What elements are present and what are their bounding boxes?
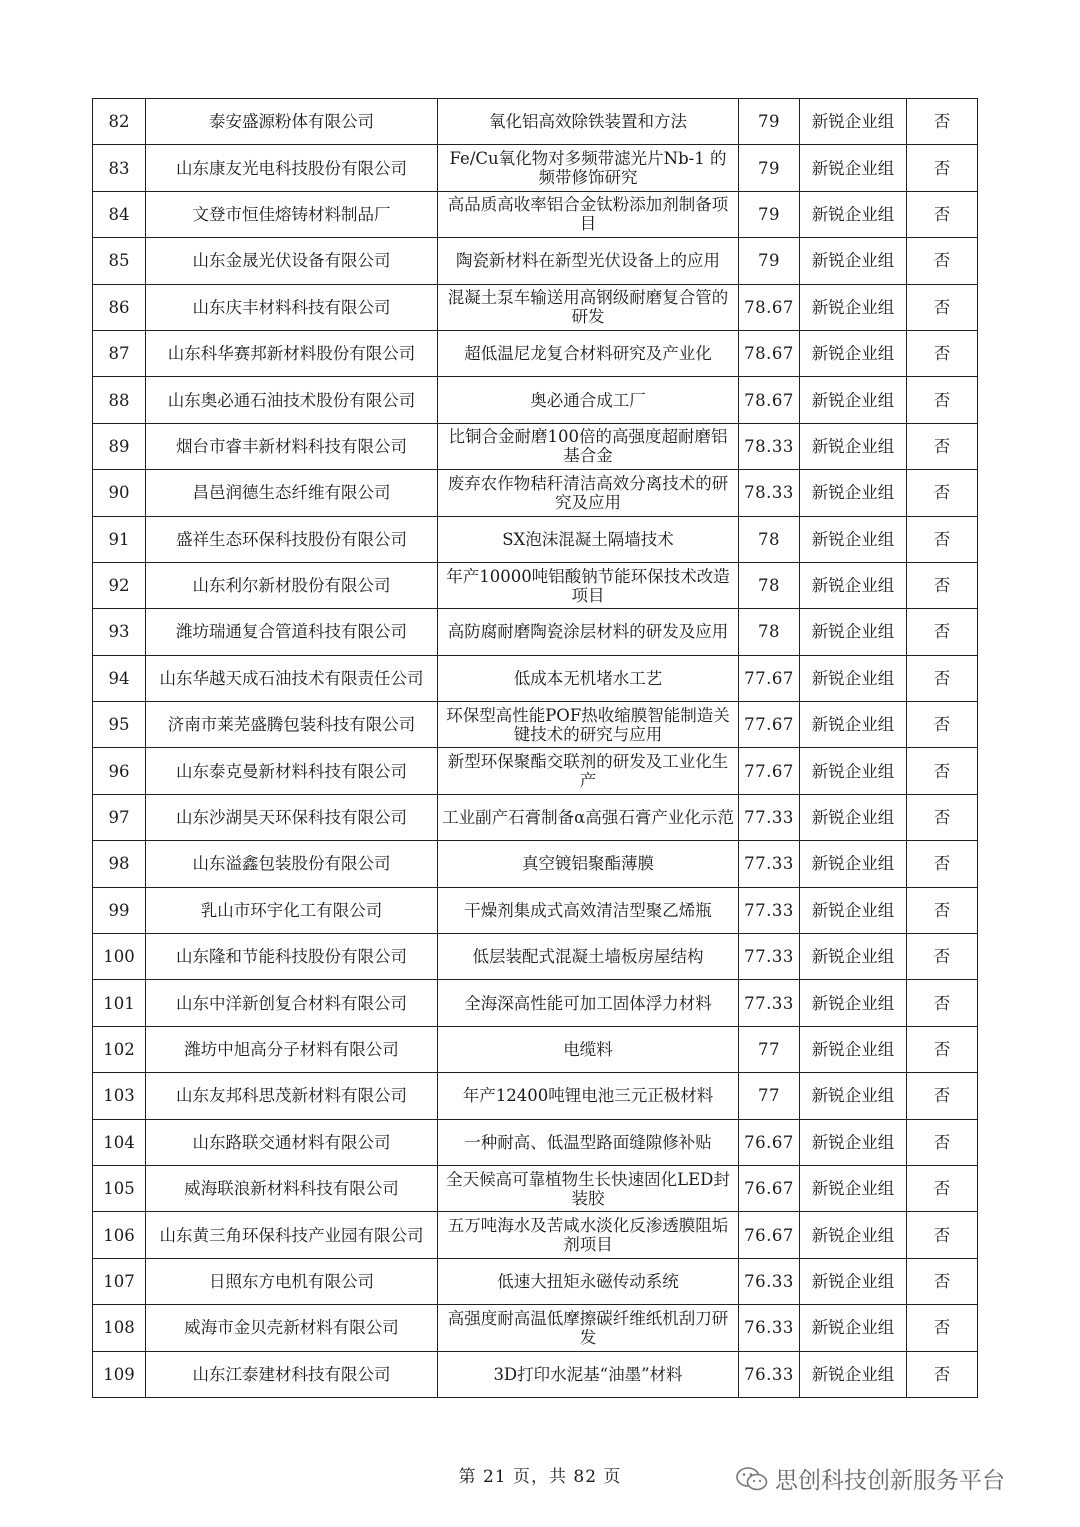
row-number: 106 [93, 1212, 146, 1258]
score: 79 [739, 238, 800, 284]
company-name: 山东溢鑫包装股份有限公司 [146, 841, 438, 887]
project-name: 一种耐高、低温型路面缝隙修补贴 [438, 1119, 739, 1165]
flag-value: 否 [907, 887, 978, 933]
group-name: 新锐企业组 [800, 377, 907, 423]
table-row [93, 794, 978, 840]
project-name: 新型环保聚酯交联剂的研发及工业化生产 [438, 748, 739, 794]
flag-value: 否 [907, 702, 978, 748]
table-row [93, 284, 978, 330]
score: 77.33 [739, 887, 800, 933]
company-name: 济南市莱芜盛腾包装科技有限公司 [146, 702, 438, 748]
group-name: 新锐企业组 [800, 562, 907, 608]
flag-value: 否 [907, 1026, 978, 1072]
table-row [93, 562, 978, 608]
company-name: 乳山市环宇化工有限公司 [146, 887, 438, 933]
group-name: 新锐企业组 [800, 794, 907, 840]
group-name: 新锐企业组 [800, 284, 907, 330]
score: 78.67 [739, 330, 800, 376]
project-name: 环保型高性能POF热收缩膜智能制造关键技术的研究与应用 [438, 702, 739, 748]
flag-value: 否 [907, 934, 978, 980]
score: 78.33 [739, 423, 800, 469]
company-name: 烟台市睿丰新材料科技有限公司 [146, 423, 438, 469]
project-name: 电缆料 [438, 1026, 739, 1072]
results-table [92, 98, 978, 1398]
flag-value: 否 [907, 1212, 978, 1258]
row-number: 89 [93, 423, 146, 469]
group-name: 新锐企业组 [800, 238, 907, 284]
project-name: 高品质高收率铝合金钛粉添加剂制备项目 [438, 191, 739, 237]
row-number: 98 [93, 841, 146, 887]
row-number: 107 [93, 1258, 146, 1304]
table-row [93, 1351, 978, 1397]
flag-value: 否 [907, 1073, 978, 1119]
table-row [93, 1073, 978, 1119]
flag-value: 否 [907, 99, 978, 145]
project-name: 年产12400吨锂电池三元正极材料 [438, 1073, 739, 1119]
score: 76.67 [739, 1165, 800, 1211]
group-name: 新锐企业组 [800, 934, 907, 980]
group-name: 新锐企业组 [800, 145, 907, 191]
page-number: 第 21 页，共 82 页 [458, 1467, 622, 1487]
company-name: 潍坊中旭高分子材料有限公司 [146, 1026, 438, 1072]
project-name: 低层装配式混凝土墙板房屋结构 [438, 934, 739, 980]
score: 77.33 [739, 794, 800, 840]
score: 77.67 [739, 702, 800, 748]
score: 77 [739, 1073, 800, 1119]
table-row [93, 145, 978, 191]
company-name: 山东江泰建材科技有限公司 [146, 1351, 438, 1397]
row-number: 109 [93, 1351, 146, 1397]
flag-value: 否 [907, 1258, 978, 1304]
flag-value: 否 [907, 516, 978, 562]
project-name: 工业副产石膏制备α高强石膏产业化示范 [438, 794, 739, 840]
project-name: 高强度耐高温低摩擦碳纤维纸机刮刀研发 [438, 1305, 739, 1351]
table-row [93, 330, 978, 376]
company-name: 山东康友光电科技股份有限公司 [146, 145, 438, 191]
table-row [93, 655, 978, 701]
row-number: 104 [93, 1119, 146, 1165]
row-number: 90 [93, 470, 146, 516]
flag-value: 否 [907, 145, 978, 191]
company-name: 昌邑润德生态纤维有限公司 [146, 470, 438, 516]
project-name: 奥必通合成工厂 [438, 377, 739, 423]
company-name: 潍坊瑞通复合管道科技有限公司 [146, 609, 438, 655]
row-number: 99 [93, 887, 146, 933]
table-row [93, 377, 978, 423]
score: 78 [739, 562, 800, 608]
project-name: SX泡沫混凝土隔墙技术 [438, 516, 739, 562]
group-name: 新锐企业组 [800, 1119, 907, 1165]
company-name: 山东沙湖昊天环保科技有限公司 [146, 794, 438, 840]
row-number: 92 [93, 562, 146, 608]
flag-value: 否 [907, 655, 978, 701]
company-name: 山东利尔新材股份有限公司 [146, 562, 438, 608]
group-name: 新锐企业组 [800, 516, 907, 562]
row-number: 87 [93, 330, 146, 376]
project-name: 真空镀铝聚酯薄膜 [438, 841, 739, 887]
row-number: 86 [93, 284, 146, 330]
flag-value: 否 [907, 330, 978, 376]
project-name: 全海深高性能可加工固体浮力材料 [438, 980, 739, 1026]
row-number: 101 [93, 980, 146, 1026]
group-name: 新锐企业组 [800, 609, 907, 655]
table-row [93, 1165, 978, 1211]
project-name: 低成本无机堵水工艺 [438, 655, 739, 701]
flag-value: 否 [907, 1165, 978, 1211]
project-name: 混凝土泵车输送用高钢级耐磨复合管的研发 [438, 284, 739, 330]
project-name: 比铜合金耐磨100倍的高强度超耐磨铝基合金 [438, 423, 739, 469]
group-name: 新锐企业组 [800, 702, 907, 748]
row-number: 96 [93, 748, 146, 794]
table-row [93, 702, 978, 748]
company-name: 山东友邦科思茂新材料有限公司 [146, 1073, 438, 1119]
score: 79 [739, 191, 800, 237]
flag-value: 否 [907, 1351, 978, 1397]
company-name: 山东科华赛邦新材料股份有限公司 [146, 330, 438, 376]
group-name: 新锐企业组 [800, 1165, 907, 1211]
flag-value: 否 [907, 1119, 978, 1165]
flag-value: 否 [907, 609, 978, 655]
group-name: 新锐企业组 [800, 887, 907, 933]
score: 77.67 [739, 655, 800, 701]
group-name: 新锐企业组 [800, 330, 907, 376]
table-row [93, 841, 978, 887]
table-row [93, 609, 978, 655]
company-name: 威海联浪新材料科技有限公司 [146, 1165, 438, 1211]
table-row [93, 1026, 978, 1072]
row-number: 88 [93, 377, 146, 423]
table-row [93, 1212, 978, 1258]
flag-value: 否 [907, 1305, 978, 1351]
row-number: 93 [93, 609, 146, 655]
group-name: 新锐企业组 [800, 655, 907, 701]
score: 76.67 [739, 1212, 800, 1258]
flag-value: 否 [907, 562, 978, 608]
flag-value: 否 [907, 794, 978, 840]
row-number: 83 [93, 145, 146, 191]
group-name: 新锐企业组 [800, 423, 907, 469]
project-name: 全天候高可靠植物生长快速固化LED封装胶 [438, 1165, 739, 1211]
table-row [93, 1258, 978, 1304]
results-table-body [93, 99, 978, 1398]
table-row [93, 516, 978, 562]
flag-value: 否 [907, 748, 978, 794]
company-name: 盛祥生态环保科技股份有限公司 [146, 516, 438, 562]
row-number: 103 [93, 1073, 146, 1119]
score: 78.67 [739, 284, 800, 330]
watermark-text: 思创科技创新服务平台 [775, 1468, 1005, 1494]
row-number: 97 [93, 794, 146, 840]
wechat-icon [735, 1466, 769, 1492]
watermark [735, 1462, 1005, 1495]
company-name: 山东路联交通材料有限公司 [146, 1119, 438, 1165]
group-name: 新锐企业组 [800, 99, 907, 145]
row-number: 85 [93, 238, 146, 284]
group-name: 新锐企业组 [800, 470, 907, 516]
table-row [93, 238, 978, 284]
table-row [93, 470, 978, 516]
table-row [93, 423, 978, 469]
group-name: 新锐企业组 [800, 1026, 907, 1072]
project-name: 废弃农作物秸秆清洁高效分离技术的研究及应用 [438, 470, 739, 516]
group-name: 新锐企业组 [800, 1351, 907, 1397]
score: 78.67 [739, 377, 800, 423]
company-name: 威海市金贝壳新材料有限公司 [146, 1305, 438, 1351]
company-name: 山东泰克曼新材料科技有限公司 [146, 748, 438, 794]
score: 77.67 [739, 748, 800, 794]
score: 76.67 [739, 1119, 800, 1165]
score: 76.33 [739, 1305, 800, 1351]
flag-value: 否 [907, 191, 978, 237]
company-name: 日照东方电机有限公司 [146, 1258, 438, 1304]
company-name: 山东金晟光伏设备有限公司 [146, 238, 438, 284]
flag-value: 否 [907, 980, 978, 1026]
company-name: 山东奥必通石油技术股份有限公司 [146, 377, 438, 423]
score: 78 [739, 609, 800, 655]
score: 76.33 [739, 1351, 800, 1397]
project-name: 3D打印水泥基“油墨”材料 [438, 1351, 739, 1397]
table-row [93, 191, 978, 237]
score: 77 [739, 1026, 800, 1072]
table-row [93, 99, 978, 145]
table-row [93, 748, 978, 794]
score: 78 [739, 516, 800, 562]
group-name: 新锐企业组 [800, 1212, 907, 1258]
row-number: 94 [93, 655, 146, 701]
company-name: 山东黄三角环保科技产业园有限公司 [146, 1212, 438, 1258]
row-number: 108 [93, 1305, 146, 1351]
company-name: 山东隆和节能科技股份有限公司 [146, 934, 438, 980]
group-name: 新锐企业组 [800, 841, 907, 887]
table-row [93, 1305, 978, 1351]
group-name: 新锐企业组 [800, 748, 907, 794]
score: 79 [739, 99, 800, 145]
flag-value: 否 [907, 841, 978, 887]
score: 77.33 [739, 980, 800, 1026]
score: 78.33 [739, 470, 800, 516]
table-row [93, 934, 978, 980]
company-name: 文登市恒佳熔铸材料制品厂 [146, 191, 438, 237]
score: 77.33 [739, 841, 800, 887]
score: 77.33 [739, 934, 800, 980]
project-name: 高防腐耐磨陶瓷涂层材料的研发及应用 [438, 609, 739, 655]
flag-value: 否 [907, 377, 978, 423]
score: 79 [739, 145, 800, 191]
project-name: Fe/Cu氧化物对多频带滤光片Nb-1 的频带修饰研究 [438, 145, 739, 191]
project-name: 干燥剂集成式高效清洁型聚乙烯瓶 [438, 887, 739, 933]
row-number: 82 [93, 99, 146, 145]
flag-value: 否 [907, 423, 978, 469]
row-number: 84 [93, 191, 146, 237]
table-row [93, 980, 978, 1026]
row-number: 102 [93, 1026, 146, 1072]
score: 76.33 [739, 1258, 800, 1304]
project-name: 超低温尼龙复合材料研究及产业化 [438, 330, 739, 376]
project-name: 陶瓷新材料在新型光伏设备上的应用 [438, 238, 739, 284]
project-name: 低速大扭矩永磁传动系统 [438, 1258, 739, 1304]
flag-value: 否 [907, 284, 978, 330]
row-number: 91 [93, 516, 146, 562]
company-name: 山东中洋新创复合材料有限公司 [146, 980, 438, 1026]
company-name: 山东庆丰材料科技有限公司 [146, 284, 438, 330]
project-name: 五万吨海水及苦咸水淡化反渗透膜阻垢剂项目 [438, 1212, 739, 1258]
table-row [93, 887, 978, 933]
row-number: 95 [93, 702, 146, 748]
group-name: 新锐企业组 [800, 191, 907, 237]
flag-value: 否 [907, 470, 978, 516]
company-name: 泰安盛源粉体有限公司 [146, 99, 438, 145]
group-name: 新锐企业组 [800, 1305, 907, 1351]
project-name: 氧化铝高效除铁装置和方法 [438, 99, 739, 145]
group-name: 新锐企业组 [800, 980, 907, 1026]
table-row [93, 1119, 978, 1165]
company-name: 山东华越天成石油技术有限责任公司 [146, 655, 438, 701]
group-name: 新锐企业组 [800, 1258, 907, 1304]
group-name: 新锐企业组 [800, 1073, 907, 1119]
flag-value: 否 [907, 238, 978, 284]
project-name: 年产10000吨铝酸钠节能环保技术改造项目 [438, 562, 739, 608]
row-number: 100 [93, 934, 146, 980]
row-number: 105 [93, 1165, 146, 1211]
